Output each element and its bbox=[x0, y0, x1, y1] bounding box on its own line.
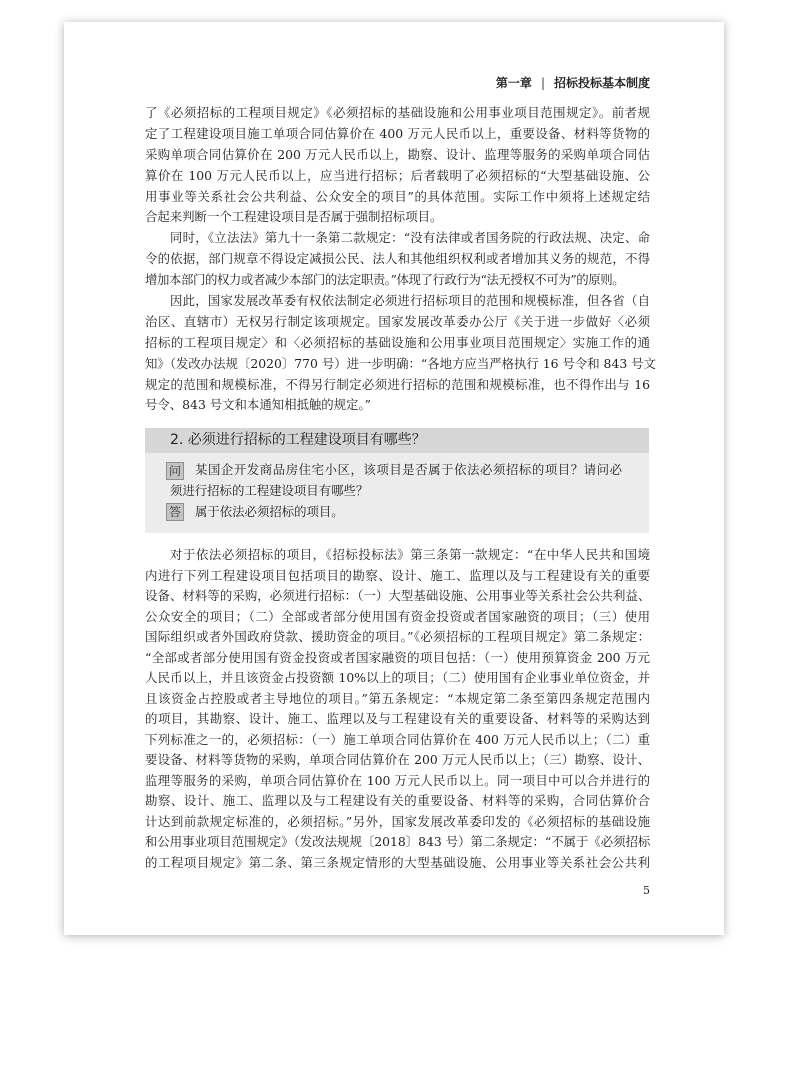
chapter-number: 第一章 bbox=[495, 76, 532, 90]
text-line: 规定的范围和规模标准，不得另行制定必须进行招标的范围和规模标准，也不得作出与 16 bbox=[145, 376, 650, 392]
running-header bbox=[496, 74, 650, 92]
text-line: 用事业等关系社会公共利益、公众安全的项目”的具体范围。实际工作中须将上述规定结 bbox=[145, 188, 650, 204]
text-line: 勘察、设计、施工、监理以及与工程建设有关的重要设备、材料等的采购，合同估算价合 bbox=[145, 793, 650, 808]
text-line: 算价在 100 万元人民币以上，应当进行招标；后者载明了必须招标的“大型基础设施、公 bbox=[145, 167, 650, 183]
chapter-title: 招标投标基本制度 bbox=[553, 76, 650, 90]
text-line: 计达到前款规定标准的，必须招标。”另外，国家发展改革委印发的《必须招标的基础设施 bbox=[145, 813, 650, 829]
question-text-line: 须进行招标的工程建设项目有哪些？ bbox=[170, 482, 369, 498]
qa-section-box bbox=[145, 428, 649, 533]
body-text-bottom bbox=[145, 545, 650, 873]
text-line: 增加本部门的权力或者减少本部门的法定职责。”体现了行政行为“法无授权不可为”的原则。 bbox=[145, 272, 625, 288]
text-line: 的项目，其勘察、设计、施工、监理以及与工程建设有关的重要设备、材料等的采购达到 bbox=[145, 711, 650, 726]
text-line: 要设备、材料等货物的采购，单项合同估算价在 200 万元人民币以上；（三）勘察、设计、 bbox=[145, 752, 650, 767]
text-line: 同时，《立法法》第九十一条第二款规定：“没有法律或者国务院的行政法规、决定、命 bbox=[170, 230, 650, 246]
text-line: 知》（发改办法规〔2020〕770 号）进一步明确：“各地方应当严格执行 16 号令和 843 号文 bbox=[145, 355, 656, 371]
paragraph bbox=[145, 103, 650, 228]
paragraph bbox=[145, 228, 650, 291]
book-page bbox=[64, 22, 724, 935]
paragraph bbox=[145, 291, 656, 416]
text-line: 采购单项合同估算价在 200 万元人民币以上，勘察、设计、监理等服务的采购单项合同估 bbox=[145, 146, 650, 162]
text-line: 人民币以上，并且该资金占投资额 10%以上的项目；（二）使用国有企业事业单位资金，并 bbox=[145, 670, 650, 685]
question-text-line: 某国企开发商品房住宅小区，该项目是否属于依法必须招标的项目？请问必 bbox=[195, 461, 622, 477]
header-separator: | bbox=[540, 76, 545, 90]
text-line: 招标的工程项目规定〉和〈必须招标的基础设施和公用事业项目范围规定〉实施工作的通 bbox=[145, 334, 650, 350]
text-line: 国际组织或者外国政府贷款、援助资金的项目。”《必须招标的工程项目规定》第二条规定： bbox=[145, 629, 650, 644]
text-line: 公众安全的项目；（二）全部或者部分使用国有资金投资或者国家融资的项目；（三）使用 bbox=[145, 608, 650, 624]
paragraph bbox=[145, 545, 650, 873]
text-line: 内进行下列工程建设项目包括项目的勘察、设计、施工、监理以及与工程建设有关的重要 bbox=[145, 567, 650, 583]
text-line: 监理等服务的采购，单项合同估算价在 100 万元人民币以上。同一项目中可以合并进行的 bbox=[145, 772, 650, 788]
text-line: 和公用事业项目范围规定》（发改法规规〔2018〕843 号）第二条规定：“不属于《必须招标 bbox=[145, 834, 651, 849]
text-line: 设备、材料等的采购，必须进行招标：（一）大型基础设施、公用事业等关系社会公共利益、 bbox=[145, 588, 650, 603]
answer-badge: 答 bbox=[166, 503, 184, 521]
text-line: 合起来判断一个工程建设项目是否属于强制招标项目。 bbox=[145, 209, 443, 225]
text-line: 对于依法必须招标的项目，《招标投标法》第三条第一款规定：“在中华人民共和国境 bbox=[170, 547, 650, 562]
body-text-top bbox=[145, 103, 656, 416]
question-badge: 问 bbox=[166, 462, 184, 480]
text-line: 了《必须招标的工程项目规定》《必须招标的基础设施和公用事业项目范围规定》。前者规 bbox=[145, 105, 650, 120]
answer-text-line: 属于依法必须招标的项目。 bbox=[195, 503, 344, 519]
text-line: 治区、直辖市）无权另行制定该项规定。国家发展改革委办公厅《关于进一步做好〈必须 bbox=[145, 313, 650, 329]
text-line: 的工程项目规定》第二条、第三条规定情形的大型基础设施、公用事业等关系社会公共利 bbox=[145, 854, 650, 870]
text-line: 下列标准之一的，必须招标：（一）施工单项合同估算价在 400 万元人民币以上；（二）重 bbox=[145, 731, 650, 747]
text-line: 号令、843 号文和本通知相抵触的规定。” bbox=[145, 397, 371, 413]
text-line: 因此，国家发展改革委有权依法制定必须进行招标项目的范围和规模标准，但各省（自 bbox=[170, 293, 650, 309]
text-line: 定了工程建设项目施工单项合同估算价在 400 万元人民币以上，重要设备、材料等货物的 bbox=[145, 125, 650, 141]
text-line: “全部或者部分使用国有资金投资或者国家融资的项目包括：（一）使用预算资金 200 万元 bbox=[145, 649, 650, 665]
text-line: 且该资金占控股或者主导地位的项目。”第五条规定：“本规定第二条至第四条规定范围内 bbox=[145, 690, 650, 706]
text-line: 令的依据，部门规章不得设定减损公民、法人和其他组织权利或者增加其义务的规范，不得 bbox=[145, 251, 650, 267]
page-number: 5 bbox=[643, 884, 650, 897]
section-heading: 2. 必须进行招标的工程建设项目有哪些？ bbox=[145, 428, 649, 453]
